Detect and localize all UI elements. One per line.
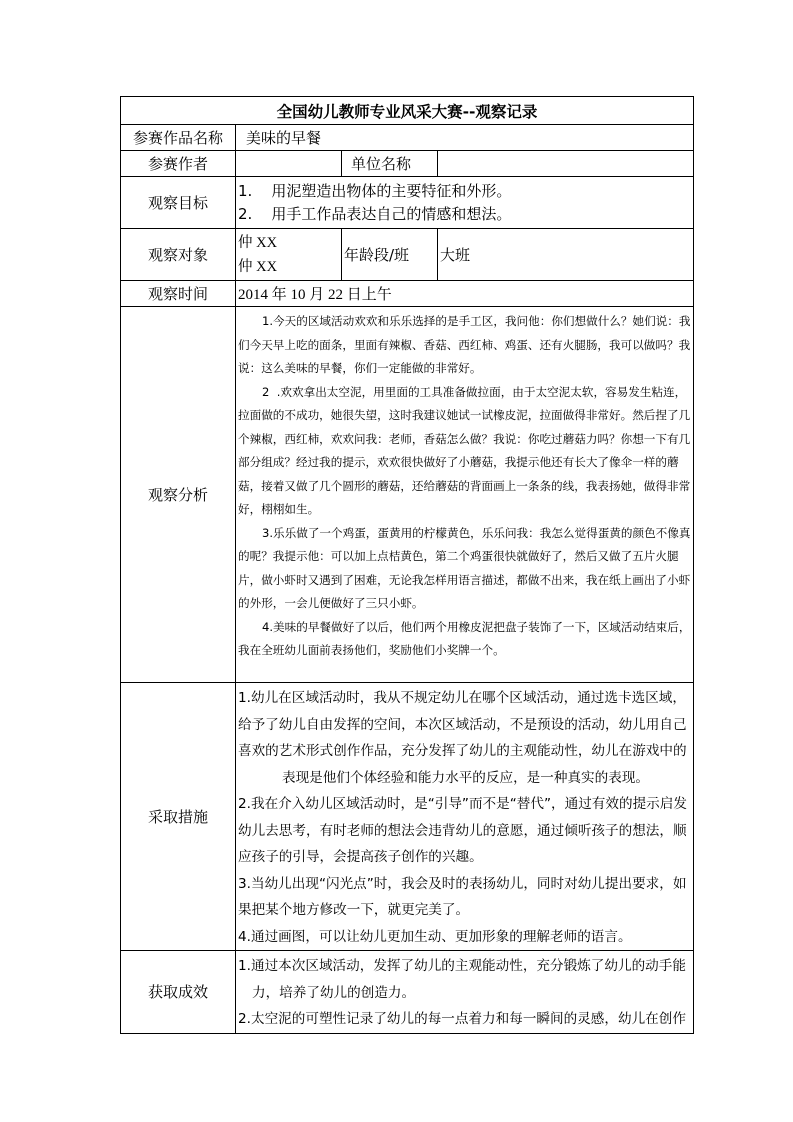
time-label: 观察时间 — [121, 281, 236, 307]
unit-label: 单位名称 — [342, 151, 438, 177]
measures-paragraph: 2.我在介入幼儿区域活动时，是“引导”而不是“替代”，通过有效的提示启发幼儿去思考，有时老师的想法会违背幼儿的意愿，通过倾听孩子的想法，顺应孩子的引导，会提高孩子创作的兴趣。 — [238, 796, 687, 865]
subject-name: 仲 XX — [238, 258, 278, 275]
goal-row — [121, 177, 694, 229]
time-row — [121, 281, 694, 307]
work-name-value: 美味的早餐 — [236, 125, 694, 151]
subject-row — [121, 229, 694, 281]
author-label: 参赛作者 — [121, 151, 236, 177]
analysis-paragraph: 2 .欢欢拿出太空泥，用里面的工具准备做拉面，由于太空泥太软，容易发生粘连，拉面做的不成功，她很失望，这时我建议她试一试橡皮泥，拉面做得非常好。然后捏了几个辣椒，西红柿，欢欢问我：老师，香菇怎么做？我说：你吃过蘑菇力吗？你想一下有几部分组成？经过我的提示，欢欢很快做好了小蘑菇，我提示他还有长大了像伞一样的蘑菇，接着又做了几个圆形的蘑菇，还给蘑菇的背面画上一条条的线，我表扬她，做得非常好，栩栩如生。 — [238, 384, 691, 516]
measures-row — [121, 683, 694, 951]
measures-label: 采取措施 — [121, 683, 236, 951]
analysis-paragraph: 4.美味的早餐做好了以后，他们两个用橡皮泥把盘子装饰了一下，区域活动结束后，我在全班幼儿面前表扬他们，奖励他们小奖牌一个。 — [238, 619, 691, 657]
observation-table — [120, 96, 694, 1034]
age-label: 年龄段/班 — [342, 229, 438, 281]
work-name-label: 参赛作品名称 — [121, 125, 236, 151]
analysis-paragraph: 1.今天的区域活动欢欢和乐乐选择的是手工区，我问他：你们想做什么？她们说：我们今天早上吃的面条，里面有辣椒、香菇、西红柿、鸡蛋、还有火腿肠，我可以做吗？我说：这么美味的早餐，你们一定能做的非常好。 — [238, 314, 691, 375]
analysis-text — [236, 307, 694, 683]
measures-text — [236, 683, 694, 951]
page-title: 全国幼儿教师专业风采大赛--观察记录 — [121, 97, 694, 125]
measures-paragraph: 表现是他们个体经验和能力水平的反应，是一种真实的表现。 — [282, 769, 650, 786]
goal-label: 观察目标 — [121, 177, 236, 229]
author-row — [121, 151, 694, 177]
results-paragraph: 1.通过本次区域活动，发挥了幼儿的主观能动性，充分锻炼了幼儿的动手能 — [238, 958, 686, 974]
title-row — [121, 97, 694, 125]
results-label: 获取成效 — [121, 951, 236, 1034]
analysis-paragraph: 3.乐乐做了一个鸡蛋，蛋黄用的柠檬黄色，乐乐问我：我怎么觉得蛋黄的颜色不像真的呢？我提示他：可以加上点桔黄色，第二个鸡蛋很快就做好了，然后又做了五片火腿片，做小虾时又遇到了困难，无论我怎样用语言描述，都做不出来，我在纸上画出了小虾的外形，一会儿便做好了三只小虾。 — [238, 525, 691, 610]
author-value — [236, 151, 342, 177]
measures-paragraph: 1.幼儿在区域活动时，我从不规定幼儿在哪个区域活动，通过选卡选区域，给予了幼儿自由发挥的空间，本次区域活动，不是预设的活动，幼儿用自己喜欢的艺术形式创作作品，充分发挥了幼儿的主观能动性，幼儿在游戏中的 — [238, 690, 687, 759]
observation-record-sheet — [120, 96, 693, 1034]
subject-name: 仲 XX — [238, 234, 278, 251]
results-row — [121, 951, 694, 1034]
work-name-row — [121, 125, 694, 151]
goal-item: 2. 用手工作品表达自己的情感和想法。 — [238, 204, 512, 223]
results-paragraph: 2.太空泥的可塑性记录了幼儿的每一点着力和每一瞬间的灵感，幼儿在创作 — [238, 1011, 686, 1027]
goal-list — [236, 177, 694, 229]
measures-paragraph: 4.通过画图，可以让幼儿更加生动、更加形象的理解老师的语言。 — [238, 928, 632, 945]
goal-item: 1. 用泥塑造出物体的主要特征和外形。 — [238, 181, 512, 200]
subject-label: 观察对象 — [121, 229, 236, 281]
analysis-label: 观察分析 — [121, 307, 236, 683]
results-paragraph: 力，培养了幼儿的创造力。 — [252, 984, 416, 1001]
time-value: 2014 年 10 月 22 日上午 — [236, 281, 694, 307]
analysis-row — [121, 307, 694, 683]
unit-value — [438, 151, 694, 177]
measures-paragraph: 3.当幼儿出现“闪光点”时，我会及时的表扬幼儿，同时对幼儿提出要求，如果把某个地方修改一下，就更完美了。 — [238, 875, 687, 918]
age-value: 大班 — [438, 229, 694, 281]
subject-names — [236, 229, 342, 281]
results-text — [236, 951, 694, 1034]
